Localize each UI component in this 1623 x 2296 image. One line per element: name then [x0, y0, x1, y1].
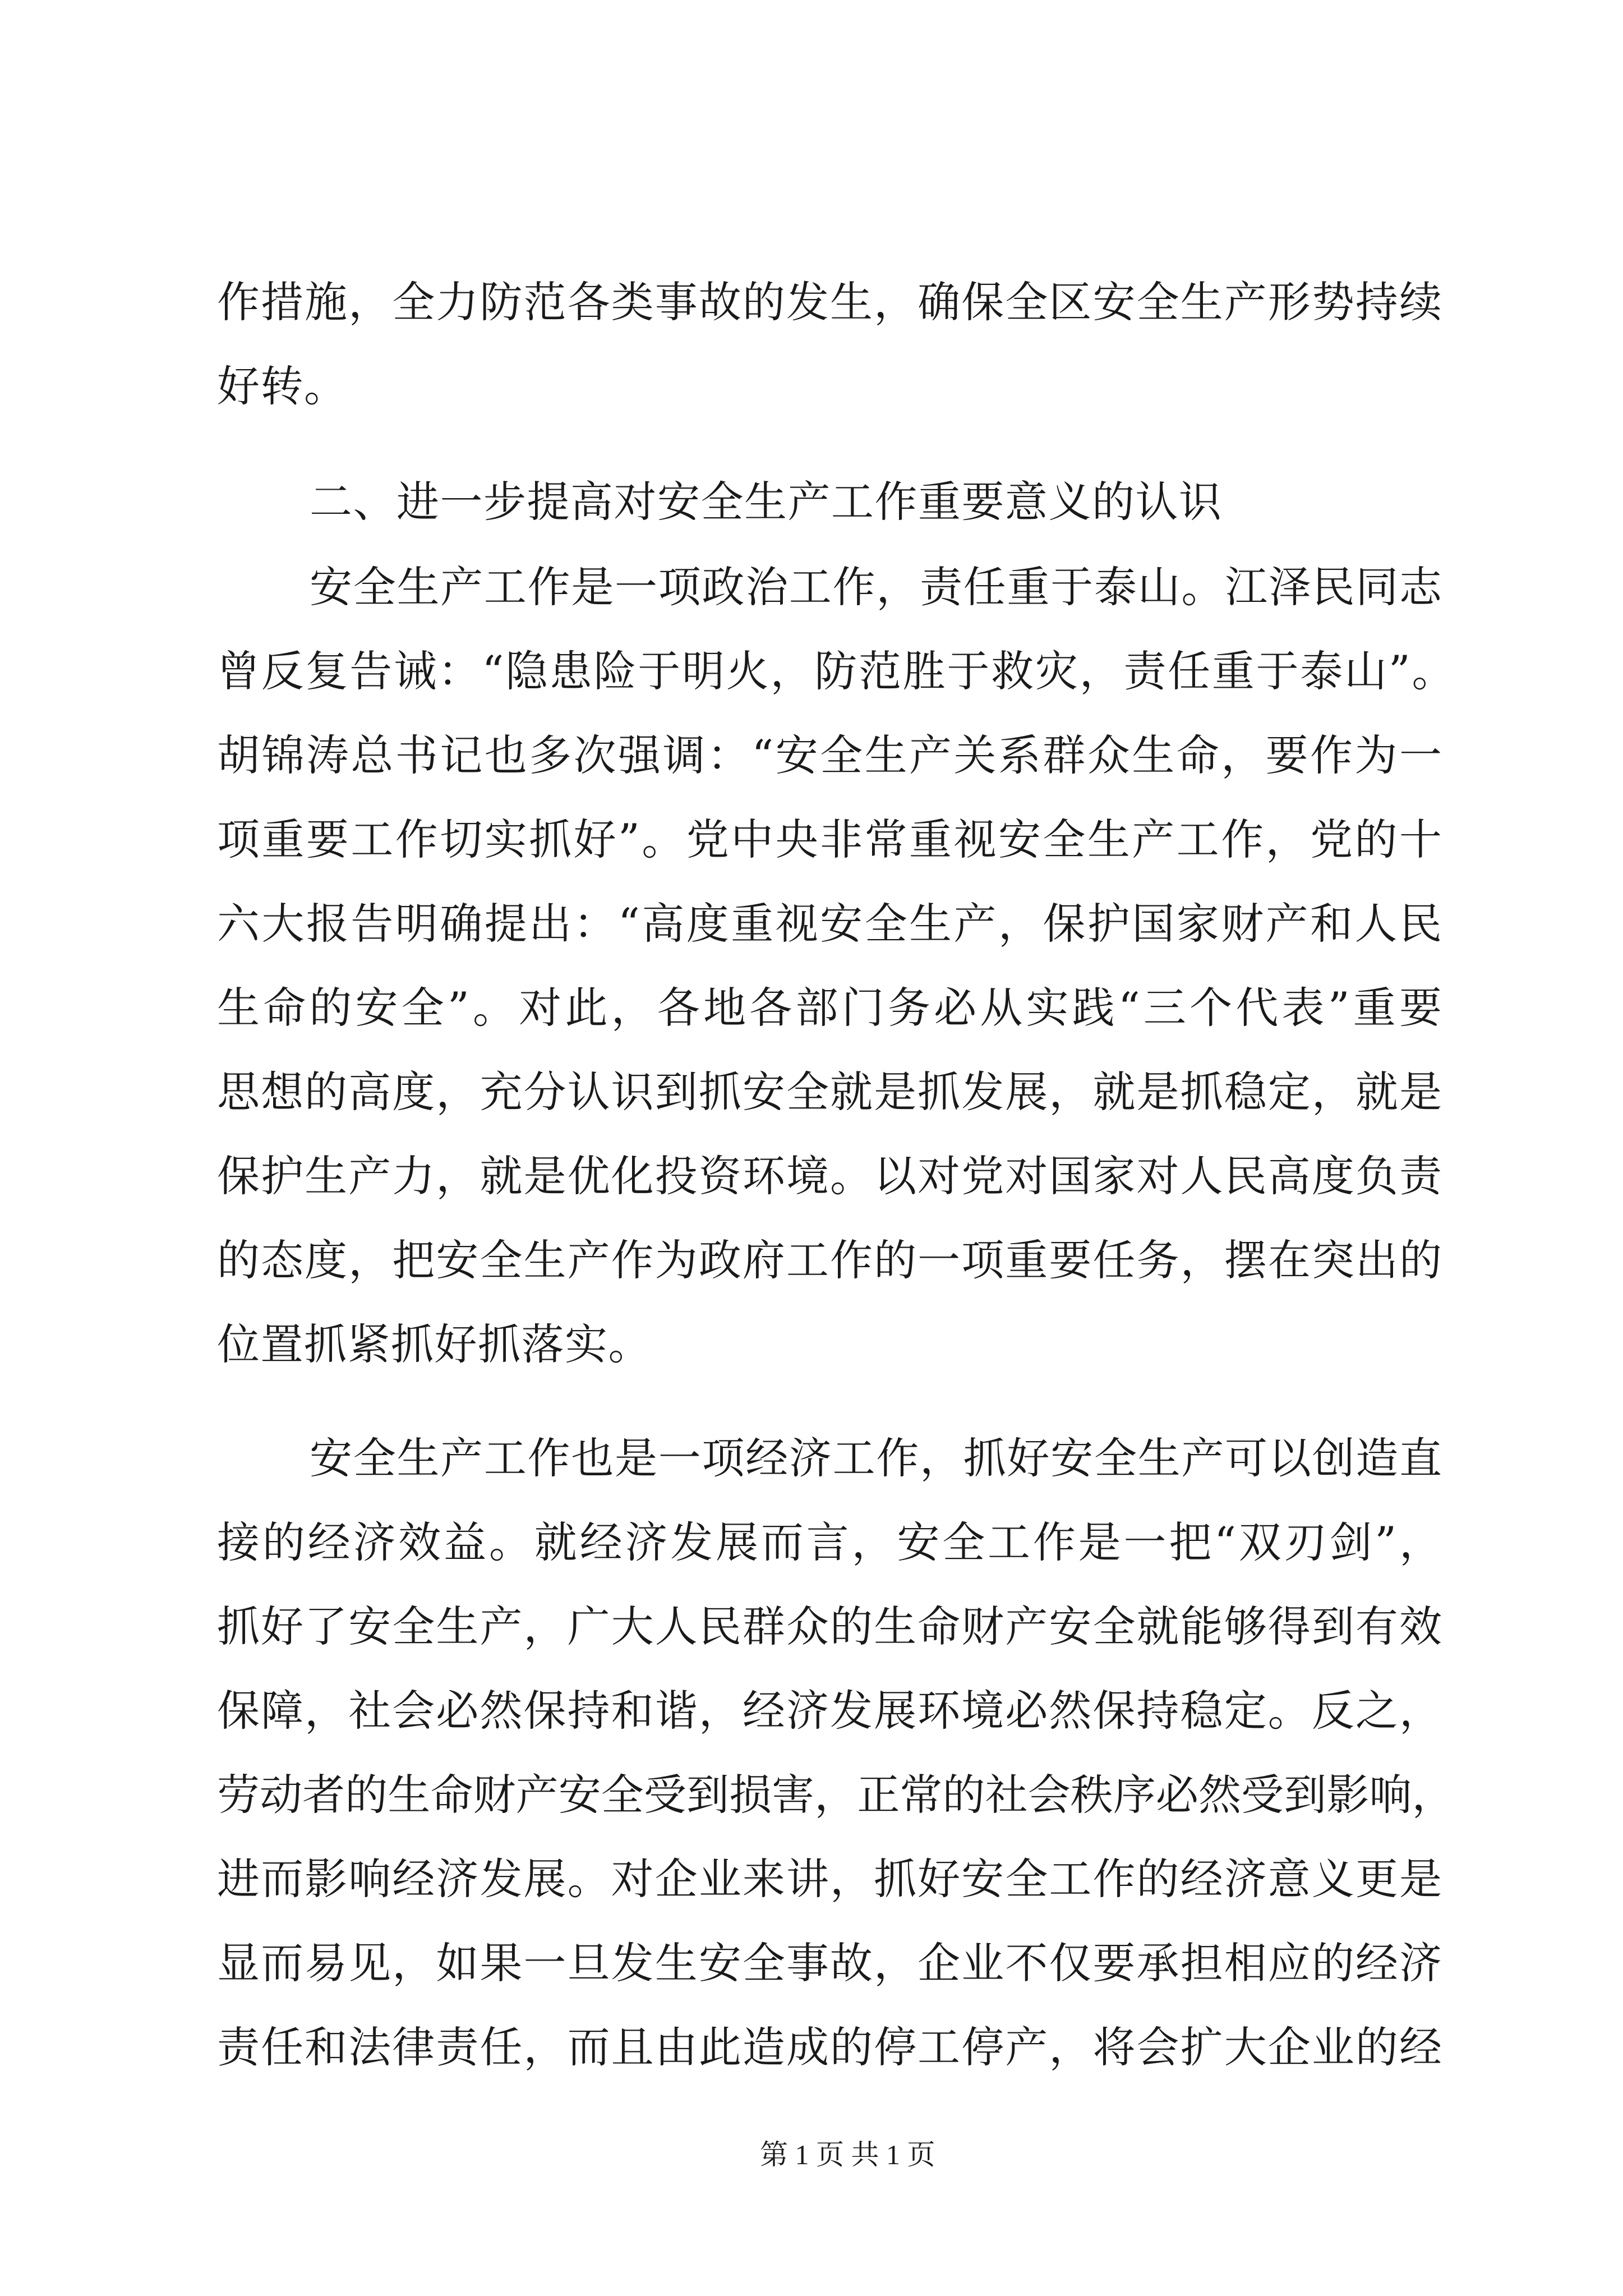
page-footer: 第 1 页 共 1 页: [760, 2139, 935, 2170]
text-line: 作措施，全力防范各类事故的发生，确保全区安全生产形势持续: [217, 277, 1442, 327]
text-line: 安全生产工作是一项政治工作，责任重于泰山。江泽民同志: [310, 562, 1442, 612]
paragraph-economic: [217, 1416, 1453, 2090]
text-line: 责任和法律责任，而且由此造成的停工停产，将会扩大企业的经: [217, 2022, 1442, 2072]
text-line: 抓好了安全生产，广大人民群众的生命财产安全就能够得到有效: [217, 1602, 1442, 1651]
text-line: 曾反复告诫：“隐患险于明火，防范胜于救灾，责任重于泰山”。: [217, 646, 1453, 696]
text-line: 安全生产工作也是一项经济工作，抓好安全生产可以创造直: [310, 1433, 1442, 1483]
text-line: 好转。: [217, 361, 348, 411]
paragraph-continued: [217, 260, 1442, 429]
heading-line: 二、进一步提高对安全生产工作重要意义的认识: [310, 477, 1223, 527]
text-line: 保障，社会必然保持和谐，经济发展环境必然保持稳定。反之，: [217, 1686, 1442, 1736]
text-line: 显而易见，如果一旦发生安全事故，企业不仅要承担相应的经济: [217, 1938, 1442, 1988]
document-body: [217, 260, 1453, 2090]
text-line: 的态度，把安全生产作为政府工作的一项重要任务，摆在突出的: [217, 1235, 1442, 1285]
text-line: 胡锦涛总书记也多次强调：“安全生产关系群众生命，要作为一: [217, 730, 1442, 780]
text-line: 接的经济效益。就经济发展而言，安全工作是一把“双刃剑”，: [217, 1517, 1442, 1567]
text-line: 进而影响经济发展。对企业来讲，抓好安全工作的经济意义更是: [217, 1854, 1442, 1904]
text-line: 思想的高度，充分认识到抓安全就是抓发展，就是抓稳定，就是: [217, 1067, 1442, 1117]
section-heading: [217, 460, 1442, 544]
text-line: 项重要工作切实抓好”。党中央非常重视安全生产工作，党的十: [217, 815, 1442, 864]
paragraph-political: [217, 545, 1453, 1387]
text-line: 生命的安全”。对此，各地各部门务必从实践“三个代表”重要: [217, 983, 1442, 1033]
text-line: 保护生产力，就是优化投资环境。以对党对国家对人民高度负责: [217, 1151, 1442, 1201]
text-line: 劳动者的生命财产安全受到损害，正常的社会秩序必然受到影响，: [217, 1770, 1453, 1820]
text-line: 六大报告明确提出：“高度重视安全生产，保护国家财产和人民: [217, 899, 1442, 949]
text-line: 位置抓紧抓好抓落实。: [217, 1319, 652, 1369]
